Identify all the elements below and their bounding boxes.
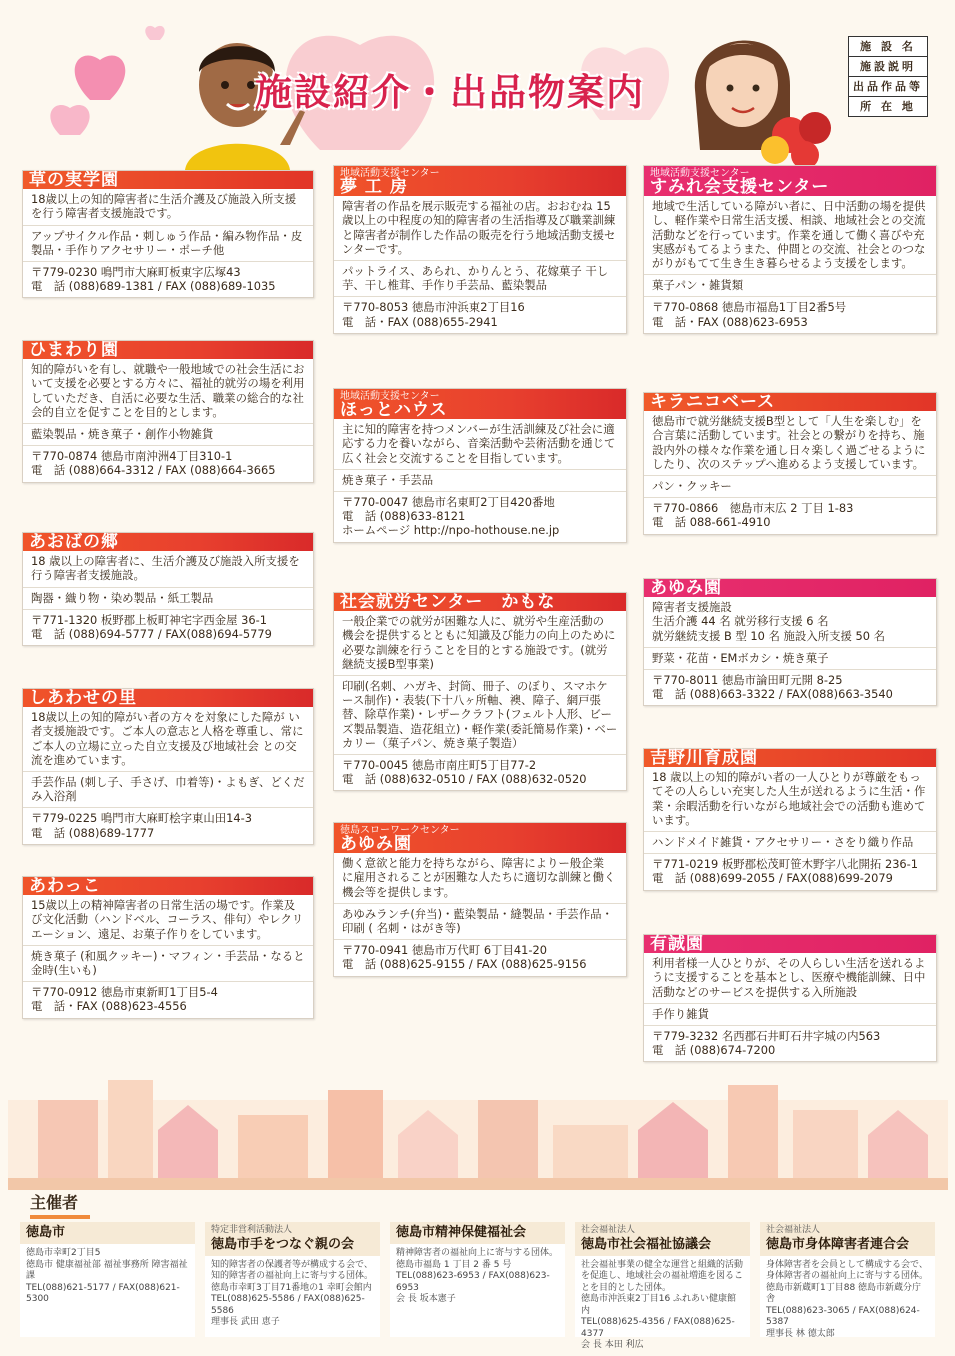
organizer-name: 徳島市社会福祉協議会 [581,1236,712,1252]
facility-desc: 働く意欲と能力を持ちながら、障害によりー般企業 に雇用されることが困難な人たちに適切な訓練と働く機会等を提供します。 [342,856,616,899]
facility-card [333,592,627,791]
organizer-body [205,1256,380,1333]
facility-name: あわっこ [23,877,313,895]
facility-name: ほっとハウス [340,400,448,420]
facility-address [334,296,626,332]
facility-header [334,389,626,419]
facility-card [643,578,937,706]
address-line: 〒770-0868 徳島市福島1丁目2番5号 [652,300,847,315]
tel-line: 電 話 (088)663-3322 / FAX(088)663-3540 [652,687,893,702]
address-line: 〒770-8053 徳島市沖浜東2丁目16 [342,300,525,315]
facility-address [644,497,936,533]
address-line: 〒770-0866 徳島市末広 2 丁目 1-83 [652,501,854,516]
address-line: 〒770-8011 徳島市論田町元開 8-25 [652,673,843,688]
tel-line: 電 話 (088)689-1777 [31,825,155,840]
address-line: 〒779-3232 名西郡石井町石井字城の内563 [652,1029,881,1044]
facility-address [644,296,936,332]
page-title: 施設紹介・出品物案内 [255,71,645,114]
organizer-line: 理事長 武田 恵子 [211,1317,280,1327]
organizer-body [20,1244,195,1310]
organizer-header [575,1222,750,1256]
address-line: 〒771-0219 板野郡松茂町笹木野字八北開拓 236-1 [652,857,919,872]
organizer-card [20,1222,195,1337]
facility-card [643,748,937,891]
facility-address [23,261,313,297]
facility-name: すみれ会支援センター [650,177,830,197]
facility-card [333,165,627,334]
address-line: 〒771-1320 板野郡上板町神宅字西金屋 36-1 [31,612,268,627]
organizers-title: 主催者 [30,1190,90,1219]
facility-name: あゆみ園 [644,579,936,597]
facility-products: 焼き菓子 (和風クッキー)・マフィン・手芸品・なると金時(生いも) [23,945,313,981]
organizer-line: 社会福祉事業の健全な運営と組織的活動を促進し、地域社会の福祉増進を図ることを目的とした団体。 [581,1259,744,1293]
woman-illustration [680,10,840,170]
organizer-line: TEL(088)623-3065 / FAX(088)624-5387 [766,1305,920,1327]
facility-card [22,340,314,483]
facility-desc: 知的障がいを有し、就職や一般地域での社会生活において支援を必要とする方々に、福祉的就労の場を利用していただき、自活に必要な生活、職業の総合的な社会的自立を促すことを目的とします。 [31,362,305,419]
facility-header [334,166,626,196]
facility-desc: 18 歳以上の知的障がい者の一人ひとりが尊厳をもってその人らしい充実した人生が送れるように生活・作業・余暇活動を行いながら地域社会での活動も進めています。 [652,770,926,827]
address-line: 〒770-0912 徳島市東新町1丁目5-4 [31,985,218,1000]
organizer-line: 知的障害者の福祉向上に寄与する団体。 [211,1271,374,1281]
address-line: 〒770-0874 徳島市南沖洲4丁目310-1 [31,449,233,464]
address-line: 〒770-0047 徳島市名東町2丁目420番地 [342,495,555,510]
organizer-line: 身体障害者を会員として構成する会で、身体障害者の福祉向上に寄与する団体。 [766,1259,929,1281]
facility-name: ひまわり園 [23,341,313,359]
facility-products: 印刷(名刺、ハガキ、封筒、冊子、のぼり、スマホケース制作)・表装(下十八ヶ所軸、襖、障子、網戸張替、除草作業)・レザークラフト(フェルト人形、ビーズ製品製造、造花組立)・軽作業(委託簡易作業)・ベーカリー（菓子パン、焼き菓子製造） [334,675,626,754]
facility-products: 焼き菓子・手芸品 [334,469,626,491]
address-line: 〒779-0225 鳴門市大麻町桧字東山田14-3 [31,811,253,826]
organizer-card [760,1222,935,1337]
facility-category: 地域活動支援センター [340,391,440,402]
facility-desc: 主に知的障害を持つメンバーが生活訓練及び社会に適応する力を養いながら、音楽活動や芸術活動を通じて広く社会と交流することを目指しています。 [342,422,616,465]
facility-header [644,166,936,196]
organizer-body [575,1256,750,1356]
organizer-card [390,1222,565,1337]
facility-address [334,491,626,542]
organizer-line: TEL(088)623-6953 / FAX(088)623-6953 [396,1271,550,1293]
facility-name: 吉野川育成園 [644,749,936,767]
organizer-label: 特定非営利活動法人 [211,1225,293,1235]
facility-address [23,981,313,1017]
facility-products: 陶器・織り物・染め製品・紙工製品 [23,587,313,609]
organizer-line: 徳島市沖浜東2丁目16 ふれあい健康館内 [581,1294,737,1316]
tel-line: 電 話 (088)674-7200 [652,1043,776,1058]
organizer-name: 徳島市精神保健福祉会 [396,1225,527,1240]
facility-name: 社会就労センター かもな [334,593,626,611]
organizer-label: 社会福祉法人 [766,1225,821,1235]
organizer-line: 徳島市新蔵町1丁目88 徳島市新蔵分庁舎 [766,1282,922,1304]
facility-address [644,853,936,889]
organizer-label: 社会福祉法人 [581,1225,636,1235]
facility-products: 菓子パン・雑貨類 [644,274,936,296]
tel-line: 電 話 (088)694-5777 / FAX(088)694-5779 [31,627,272,642]
facility-desc: 18 歳以上の障害者に、生活介護及び施設入所支援を行う障害者支援施設。 [31,554,300,583]
town-illustration [8,1040,948,1190]
organizer-body [390,1244,565,1310]
facility-desc: 一般企業での就労が困難な人に、就労や生産活動の 機会を提供するとともに知識及び能力の向上のために必要な訓練を行うことを目的とする施設です。(就労継続支援B型事業) [342,614,616,671]
facility-address [23,445,313,481]
facility-card [22,876,314,1019]
organizer-header [760,1222,935,1256]
legend-address: 所 在 地 [860,100,916,113]
facility-address [23,609,313,645]
organizer-card [575,1222,750,1350]
organizer-line: 徳島市福島 1 丁目 2 番 5 号 [396,1259,512,1270]
address-line: 〒770-0045 徳島市南庄町5丁目77-2 [342,758,537,773]
facility-products: 野菜・花苗・EMボカシ・焼き菓子 [644,647,936,669]
tel-line: 電 話 (088)632-0510 / FAX (088)632-0520 [342,772,587,787]
facility-address [334,754,626,790]
facility-products: 手芸作品 (刺し子、手さげ、巾着等)・よもぎ、どくだみ入浴剤 [23,771,313,807]
facility-card [22,170,314,298]
tel-line: 電 話・FAX (088)623-4556 [31,999,187,1014]
facility-desc: 地域で生活している障がい者に、日中活動の場を提供し、軽作業や日常生活支援、相談、地域社会との交流活動などを行っています。作業を通して働く喜びや充実感がもてるようまた、仲間との交流、社会とのつながりがもてて生き生き暮らせるよう支援をします。 [652,199,926,271]
organizer-name: 徳島市手をつなぐ親の会 [211,1236,355,1252]
facility-products: アップサイクル作品・刺しゅう作品・編み物作品・皮製品・手作りアクセサリー・ポーチ他 [23,225,313,261]
organizer-name: 徳島市 [26,1225,66,1240]
tel-line: 電 話・FAX (088)655-2941 [342,314,498,329]
facility-card [333,822,627,977]
facility-products: あゆみランチ(弁当)・藍染製品・縫製品・手芸作品・印刷 ( 名刺・はがき等) [334,903,626,939]
organizer-line: 徳島市幸町2丁目5 [26,1248,101,1258]
facility-name: あゆみ園 [340,834,412,854]
facility-name: 草の実学園 [23,171,313,189]
organizer-header [205,1222,380,1256]
facility-name: キラニコベース [644,393,936,411]
facility-card [22,688,314,845]
facility-name: しあわせの里 [23,689,313,707]
organizer-header [20,1222,195,1244]
organizer-line: TEL(088)625-5586 / FAX(088)625-5586 [211,1294,365,1316]
organizer-line: 会 長 坂本憲子 [396,1294,456,1304]
organizer-line: 知的障害者の保護者等が構成する会で、 [211,1259,373,1270]
facility-products: パットライス、あられ、かりんとう、花嫁菓子 干し芋、干し椎茸、手作り手芸品、藍染製品 [334,260,626,296]
facility-category: 徳島スローワークセンター [340,825,460,836]
facility-card [643,392,937,535]
facility-desc: 徳島市で就労継続支援B型として「人生を楽しむ」を合言葉に活動しています。社会との繋がりを持ち、施設内外の様々な作業を通し日々楽しく過ごせるようにしたり、次のステップへ進めるよう支援しています。 [652,414,926,471]
organizer-line: TEL(088)625-4356 / FAX(088)625-4377 [581,1317,735,1339]
facility-card [643,165,937,334]
facility-header [334,823,626,853]
legend-facility-desc: 施設説明 [849,57,927,77]
legend-facility-name: 施 設 名 [849,37,927,57]
organizer-line: 会 長 本田 利広 [581,1340,644,1350]
tel-line: 電 話 088-661-4910 [652,515,771,530]
organizer-line: TEL(088)621-5177 / FAX(088)621-5300 [26,1282,180,1304]
organizer-body [760,1256,935,1345]
tel-line: 電 話 (088)625-9155 / FAX (088)625-9156 [342,957,587,972]
facility-card [22,532,314,646]
facility-address [23,807,313,843]
facility-name: あおばの郷 [23,533,313,551]
legend-box [848,36,928,117]
organizer-line: 徳島市幸町3丁目71番地の1 幸町会館内 [211,1282,372,1293]
facility-card [333,388,627,543]
organizer-card [205,1222,380,1337]
facility-desc: 利用者様一人ひとりが、その人らしい生活を送れるように支援することを基本とし、医療や機能訓練、日中活動などのサービスを提供する入所施設 [652,956,926,999]
facility-category: 地域活動支援センター [650,168,750,179]
facility-products: 手作り雑貨 [644,1003,936,1025]
facility-name: 有誠園 [644,935,936,953]
tel-line: 電 話・FAX (088)623-6953 [652,314,808,329]
tel-line: 電 話 (088)633-8121 [342,509,466,524]
organizer-line: 精神障害者の福祉向上に寄与する団体。 [396,1248,559,1258]
organizer-line: 理事長 林 德太郎 [766,1328,835,1339]
facility-desc: 18歳以上の知的障害者に生活介護及び施設入所支援を行う障害者支援施設です。 [31,192,297,221]
facility-address [334,939,626,975]
legend-products: 出品作品等 [849,77,927,97]
tel-line: 電 話 (088)699-2055 / FAX(088)699-2079 [652,871,893,886]
facility-desc: 障害者の作品を展示販売する福祉の店。おおむね 15歳以上の中程度の知的障害者の生活指導及び職業訓練と障害者が制作した作品の販売を行う地域活動支援センターです。 [342,199,616,256]
address-line: 〒779-0230 鳴門市大麻町板東字広塚43 [31,265,241,280]
facility-desc: 18歳以上の知的障がい者の方々を対象にした障が い者支援施設です。ご本人の意志と人格を尊重し、常にご本人の立場に立った自立支援及び地域社会 との交流を進めています。 [31,710,304,767]
facility-address [644,669,936,705]
organizer-name: 徳島市身体障害者連合会 [766,1236,910,1252]
organizer-header [390,1222,565,1244]
tel-line: 電 話 (088)689-1381 / FAX (088)689-1035 [31,279,276,294]
facility-products: 藍染製品・焼き菓子・創作小物雑貨 [23,423,313,445]
facility-products: パン・クッキー [644,475,936,497]
facility-desc: 15歳以上の精神障害者の日常生活の場です。作業及び文化活動（ハンドベル、コーラス、俳句）やレクリエーション、遠足、お菓子作りをしています。 [31,898,304,941]
facility-name: 夢 工 房 [340,177,408,197]
organizer-line: 徳島市 健康福祉部 福祉事務所 障害福祉課 [26,1259,188,1281]
address-line: 〒770-0941 徳島市万代町 6丁目41-20 [342,943,547,958]
facility-category: 地域活動支援センター [340,168,440,179]
homepage-link[interactable]: ホームページ http://npo-hothouse.ne.jp [342,523,560,538]
facility-products: ハンドメイド雑貨・アクセサリー・さをり織り作品 [644,831,936,853]
facility-desc: 障害者支援施設 生活介護 44 名 就労移行支援 6 名 就労継続支援 B 型 10 名 施設入所支援 50 名 [652,600,886,643]
tel-line: 電 話 (088)664-3312 / FAX (088)664-3665 [31,463,276,478]
